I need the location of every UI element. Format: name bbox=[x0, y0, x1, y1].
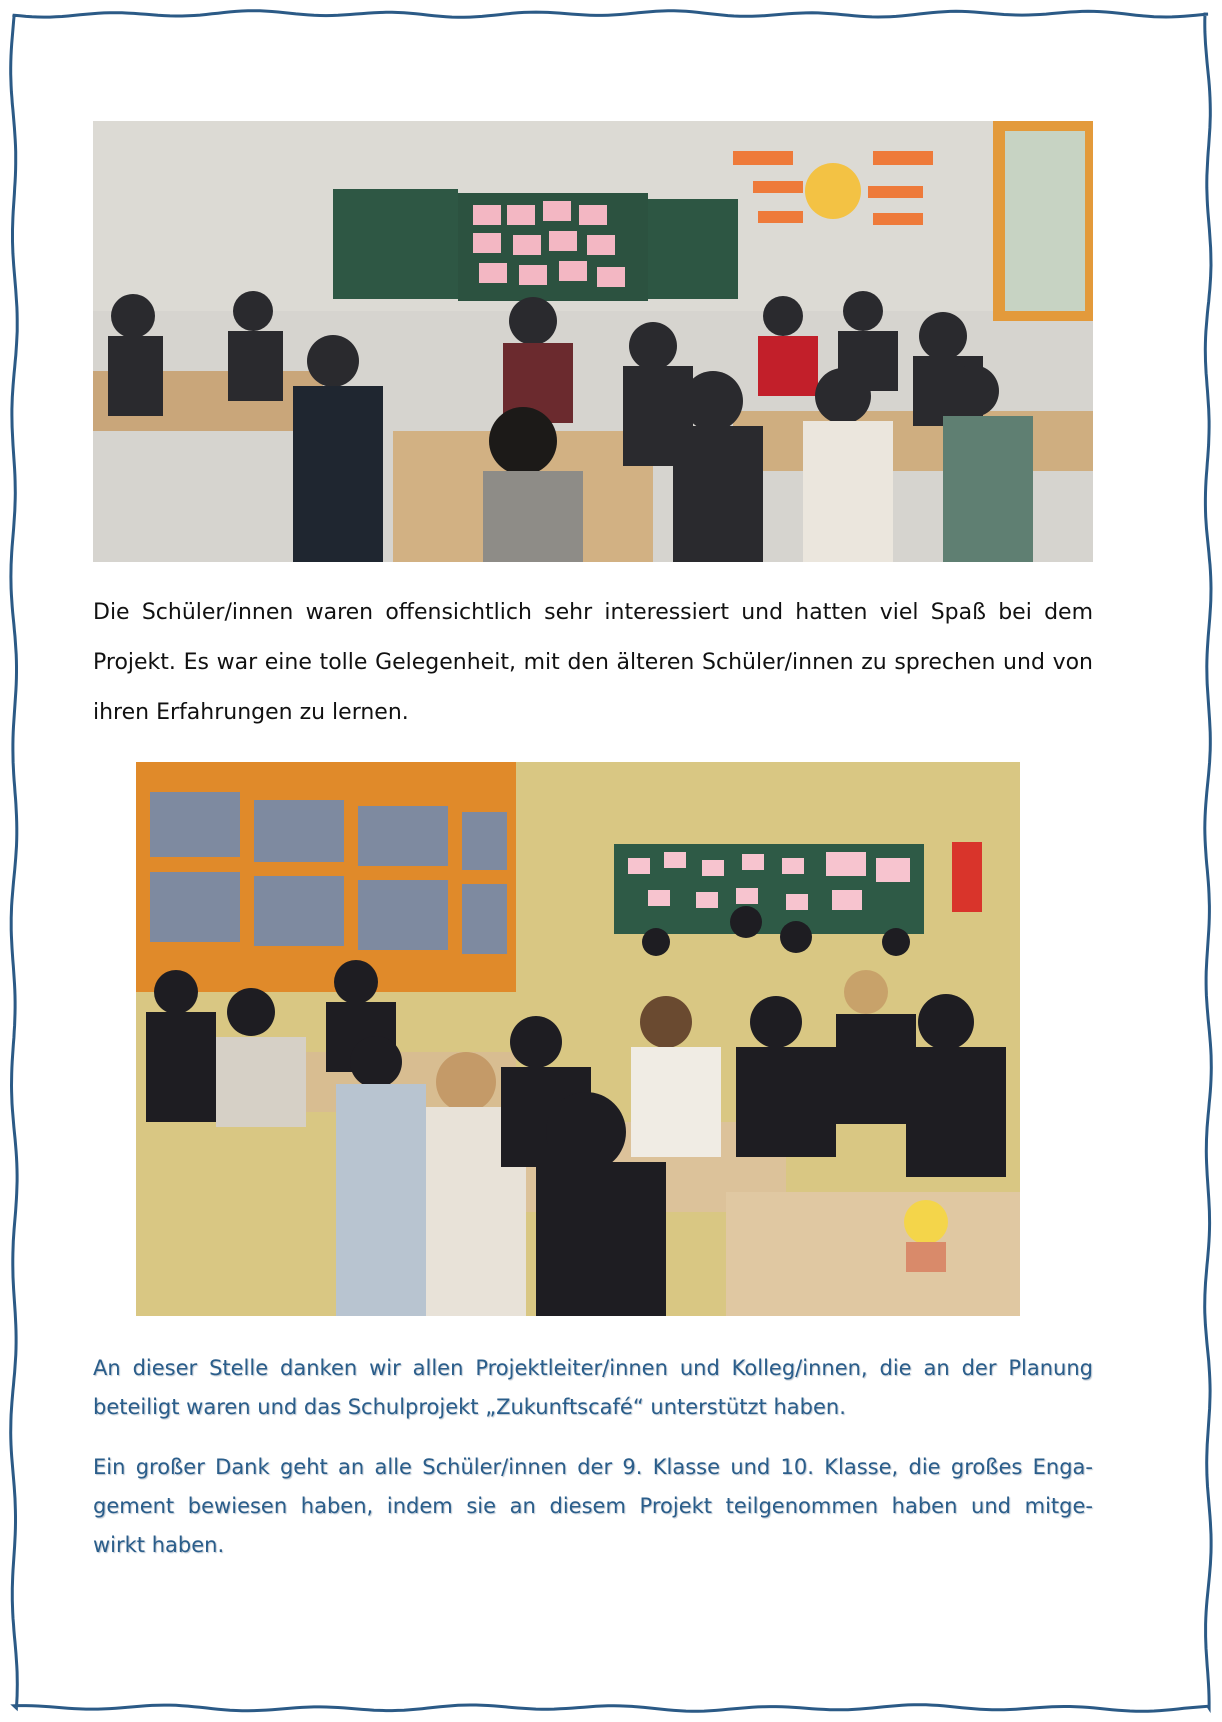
thanks1-line-1: An dieser Stelle danken wir allen Projektleiter/innen und Kolleg/innen, die an der Planung bbox=[93, 1356, 1093, 1380]
classroom-photo-2 bbox=[136, 762, 1020, 1316]
intro-line-3: ihren Erfahrungen zu lernen. bbox=[93, 700, 409, 725]
intro-line-2: Projekt. Es war eine tolle Gelegenheit, mit den älteren Schüler/innen zu sprechen und von bbox=[93, 650, 1093, 675]
classroom-photo-1 bbox=[93, 121, 1093, 562]
thanks2-line-3: wirkt haben. bbox=[93, 1533, 225, 1557]
thanks2-line-2: gement bewiesen haben, indem sie an diesem Projekt teilgenommen haben und mitge- bbox=[93, 1494, 1093, 1518]
intro-paragraph bbox=[93, 588, 1093, 738]
thanks-paragraph-1 bbox=[93, 1349, 1093, 1427]
thanks2-line-1: Ein großer Dank geht an alle Schüler/innen der 9. Klasse und 10. Klasse, die großes Enga- bbox=[93, 1455, 1093, 1479]
thanks1-line-2: beteiligt waren und das Schulprojekt „Zukunftscafé“ unterstützt haben. bbox=[93, 1395, 846, 1419]
thanks-paragraph-2 bbox=[93, 1448, 1093, 1565]
intro-line-1: Die Schüler/innen waren offensichtlich sehr interessiert und hatten viel Spaß bei dem bbox=[93, 600, 1093, 625]
